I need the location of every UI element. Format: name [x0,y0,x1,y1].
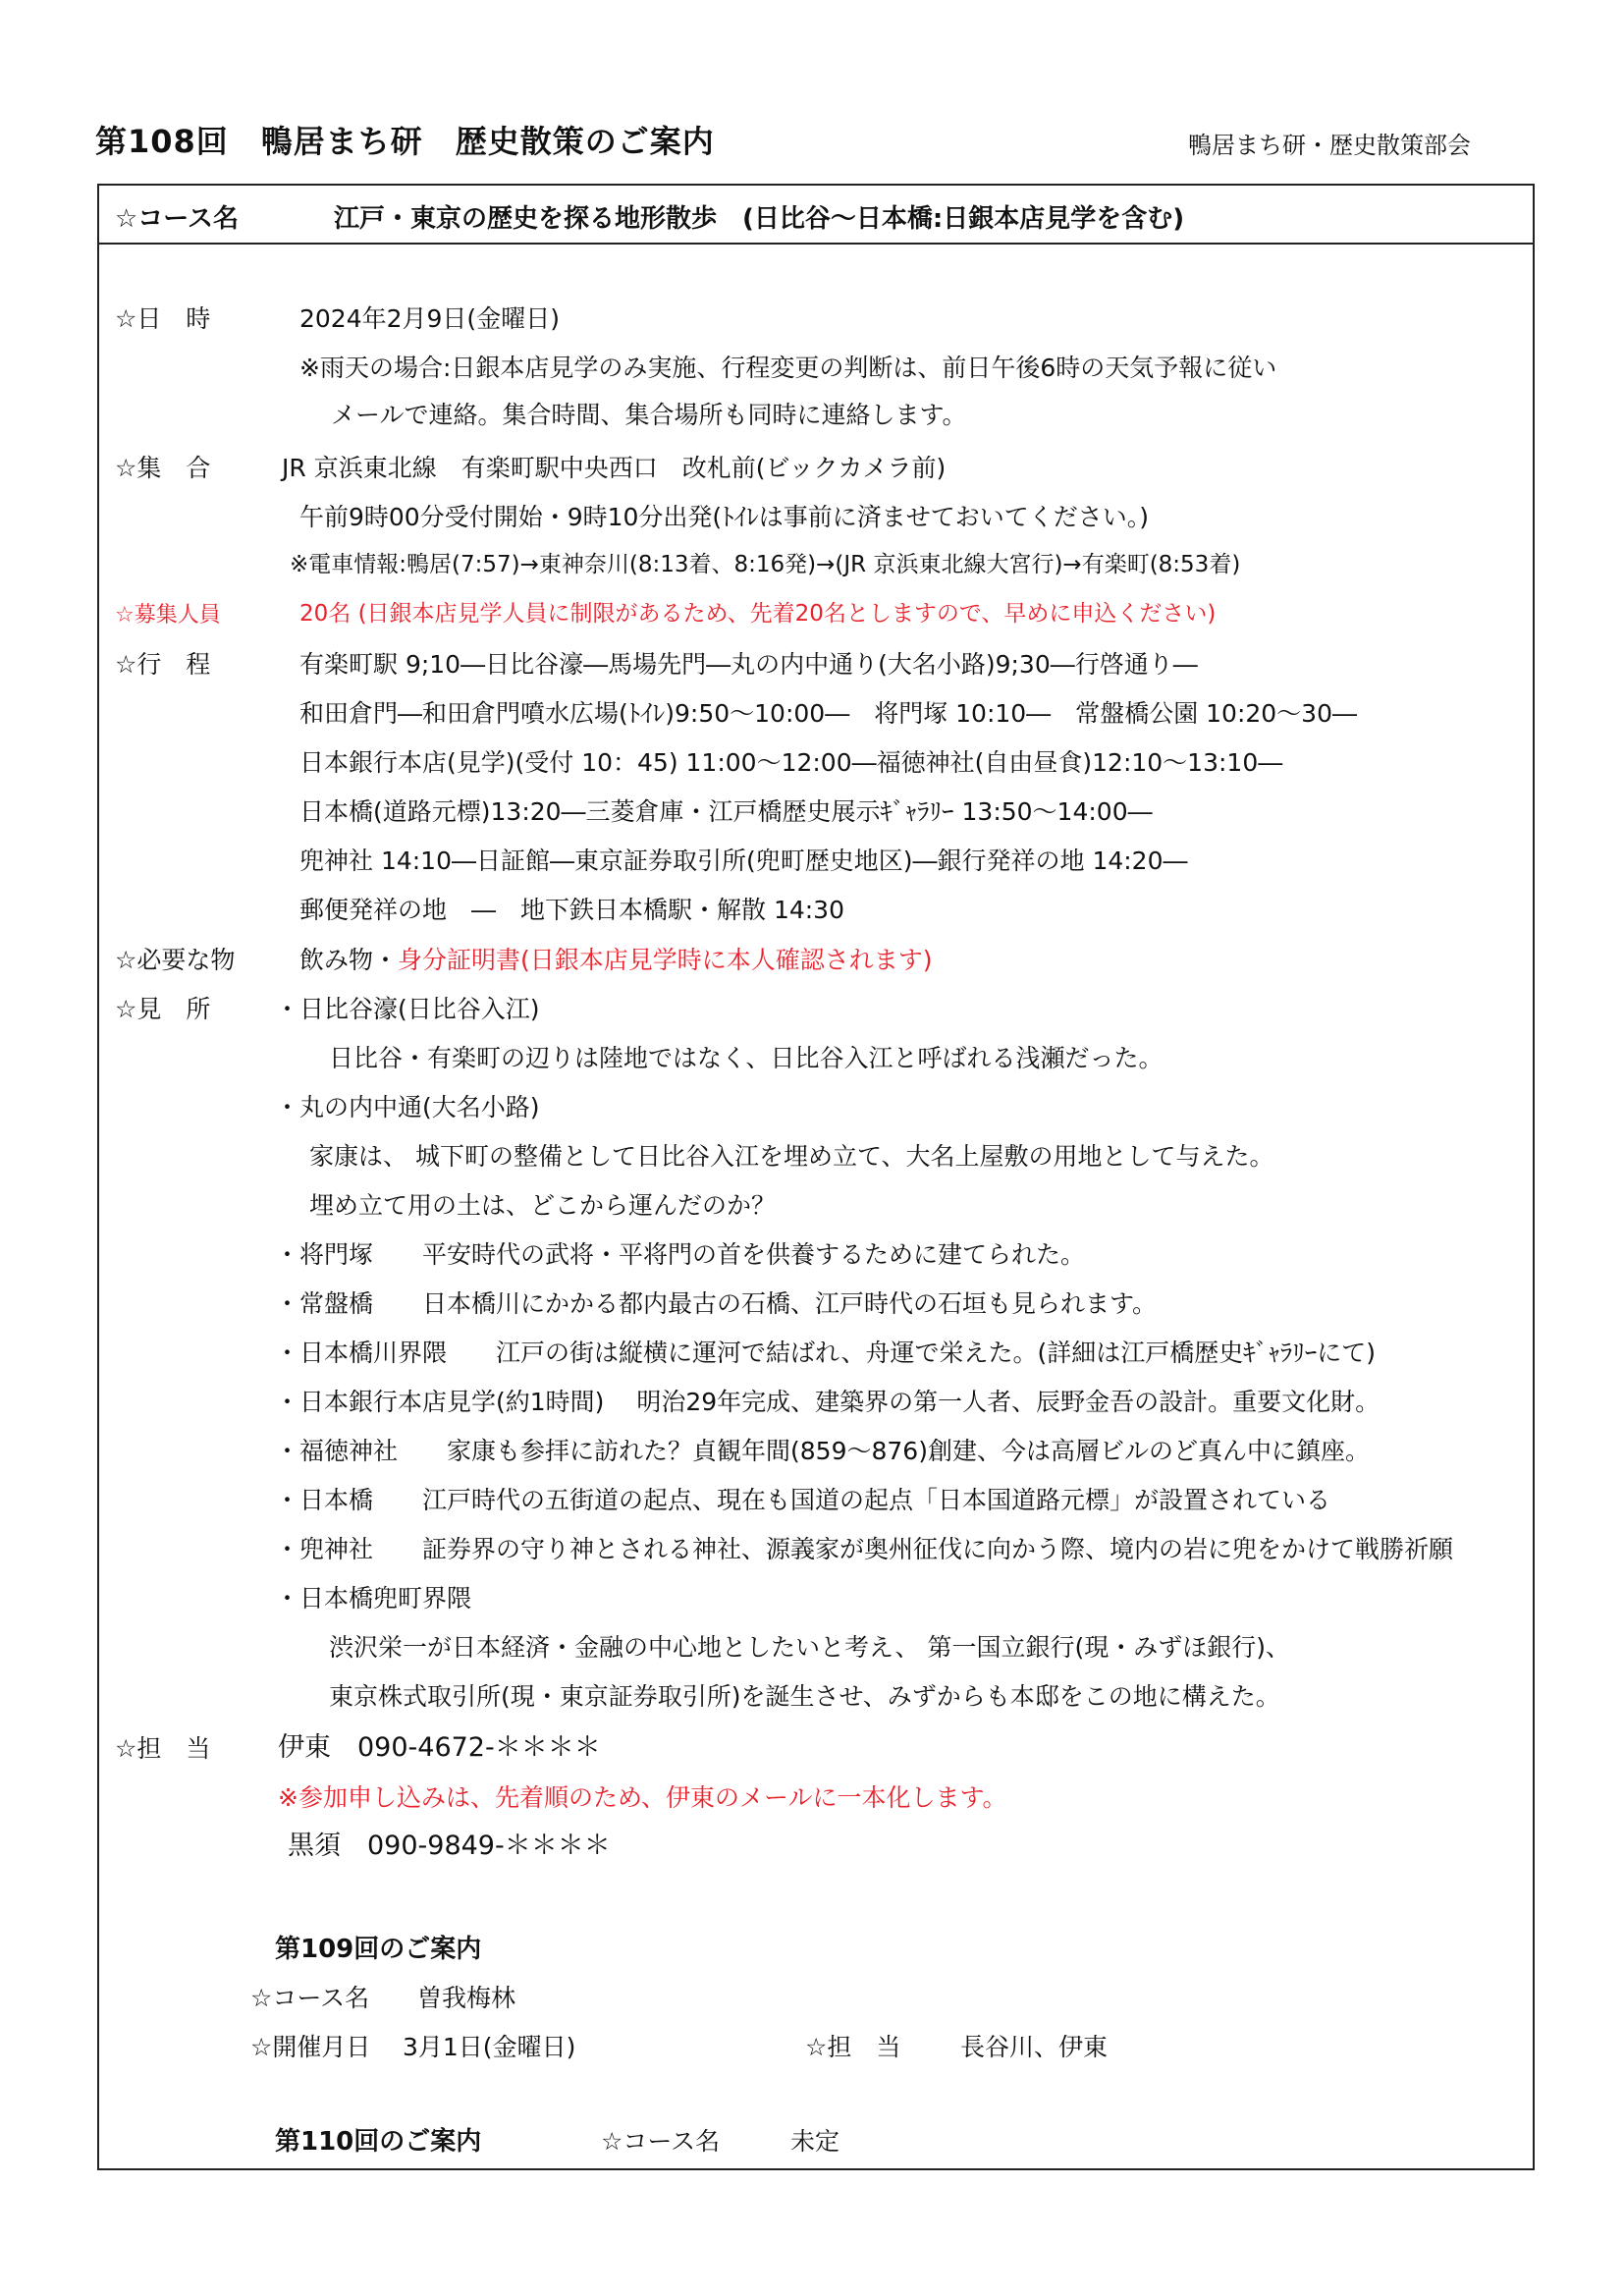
items-label: ☆必要な物 [115,946,236,974]
sights-label: ☆見 所 [115,995,211,1023]
next-110-course-label: ☆コース名 [601,2127,721,2156]
date-value: 2024年2月9日(金曜日) [299,304,560,333]
sight-item: ・丸の内中通(大名小路) [275,1093,540,1121]
next-109-staff-label: ☆担 当 [805,2033,901,2061]
page-title: 第108回 鴨居まち研 歴史散策のご案内 [95,123,715,160]
train-info: ※電車情報:鴨居(7:57)→東神奈川(8:13着、8:16発)→(JR 京浜東北線大宮行)→有楽町(8:53着) [290,552,1241,577]
itinerary-line: 有楽町駅 9;10―日比谷濠―馬場先門―丸の内中通り(大名小路)9;30―行啓通り― [299,650,1198,679]
contact-kurosu: 黒須 090-9849-＊＊＊＊ [288,1831,611,1861]
next-109-date-label: ☆開催月日 [250,2033,371,2061]
meeting-time: 午前9時00分受付開始・9時10分出発(ﾄｲﾚは事前に済ませておいてください。) [299,503,1149,531]
next-109-staff: 長谷川、伊東 [960,2033,1109,2061]
sight-item: ・日本橋 江戸時代の五街道の起点、現在も国道の起点「日本国道路元標」が設置されている [275,1486,1331,1514]
sight-item: ・日本銀行本店見学(約1時間) 明治29年完成、建築界の第一人者、辰野金吾の設計。重要文化財。 [275,1388,1380,1416]
itinerary-line: 郵便発祥の地 ― 地下鉄日本橋駅・解散 14:30 [299,896,844,924]
meeting-place: JR 京浜東北線 有楽町駅中央西口 改札前(ビックカメラ前) [282,454,947,482]
itinerary-label: ☆行 程 [115,650,211,679]
next-110-course: 未定 [790,2127,840,2156]
contact-label: ☆担 当 [115,1734,211,1763]
items-line [299,948,933,972]
next-109-course: 曽我梅林 [417,1984,516,2012]
meeting-label: ☆集 合 [115,454,211,482]
next-109-course-label: ☆コース名 [250,1984,370,2012]
itinerary-line: 和田倉門―和田倉門噴水広場(ﾄｲﾚ)9:50～10:00― 将門塚 10:10― 常盤橋公園 10:20～30― [299,699,1357,728]
course-divider [97,243,1535,245]
itinerary-line: 兜神社 14:10―日証館―東京証券取引所(兜町歴史地区)―銀行発祥の地 14:20― [299,847,1188,875]
sight-desc: 日比谷・有楽町の辺りは陸地ではなく、日比谷入江と呼ばれる浅瀬だった。 [329,1044,1164,1072]
course-label: ☆コース名 [115,204,240,234]
course-title: 江戸・東京の歴史を探る地形散歩 (日比谷～日本橋:日銀本店見学を含む) [334,204,1185,234]
date-note-1: ※雨天の場合:日銀本店見学のみ実施、行程変更の判断は、前日午後6時の天気予報に従い [299,354,1277,382]
items-id-required: 身分証明書(日銀本店見学時に本人確認されます) [398,946,933,974]
sight-desc: 東京株式取引所(現・東京証券取引所)を誕生させ、みずからも本邸をこの地に構えた。 [329,1682,1280,1711]
date-note-2: メールで連絡。集合時間、集合場所も同時に連絡します。 [331,401,967,429]
sight-item: ・将門塚 平安時代の武将・平将門の首を供養するために建てられた。 [275,1240,1086,1269]
date-label: ☆日 時 [115,304,211,333]
sight-item: ・常盤橋 日本橋川にかかる都内最古の石橋、江戸時代の石垣も見られます。 [275,1289,1158,1318]
next-109-title: 第109回のご案内 [275,1935,482,1964]
items-plain: 飲み物・ [299,946,399,974]
organizer: 鴨居まち研・歴史散策部会 [1188,132,1471,159]
next-110-title: 第110回のご案内 [275,2127,482,2157]
sight-desc: 家康は、 城下町の整備として日比谷入江を埋め立て、大名上屋敷の用地として与えた。 [309,1142,1274,1171]
sight-desc: 渋沢栄一が日本経済・金融の中心地としたいと考え、 第一国立銀行(現・みずほ銀行)、 [329,1633,1290,1662]
sight-item: ・日比谷濠(日比谷入江) [275,995,540,1023]
wavy-divider [115,1905,1440,1913]
itinerary-line: 日本銀行本店(見学)(受付 10：45) 11:00～12:00―福徳神社(自由昼食)12:10～13:10― [299,748,1283,777]
next-109-date: 3月1日(金曜日) [403,2033,576,2061]
wavy-line [115,2111,1259,2112]
itinerary-line: 日本橋(道路元標)13:20―三菱倉庫・江戸橋歴史展示ｷﾞｬﾗﾘｰ 13:50～14:00― [299,797,1153,826]
wavy-divider [115,2105,1259,2112]
sight-item: ・兜神社 証券界の守り神とされる神社、源義家が奥州征伐に向かう際、境内の岩に兜をかけて戦勝祈願 [275,1535,1454,1563]
wavy-line [115,1912,1440,1913]
sight-desc: 埋め立て用の土は、どこから運んだのか？ [309,1191,777,1220]
contact-note: ※参加申し込みは、先着順のため、伊東のメールに一本化します。 [278,1783,1007,1812]
sight-item: ・日本橋兜町界隈 [275,1584,472,1613]
capacity-label: ☆募集人員 [115,603,221,628]
capacity-value: 20名 (日銀本店見学人員に制限があるため、先着20名としますので、早めに申込ください) [299,601,1217,627]
sight-item: ・福徳神社 家康も参拝に訪れた？貞観年間(859～876)創建、今は高層ビルのど真ん中に鎮座。 [275,1437,1370,1465]
contact-ito: 伊東 090-4672-＊＊＊＊ [278,1732,601,1763]
sight-item: ・日本橋川界隈 江戸の街は縦横に運河で結ばれ、舟運で栄えた。(詳細は江戸橋歴史ｷﾞｬﾗﾘｰにて) [275,1339,1377,1367]
